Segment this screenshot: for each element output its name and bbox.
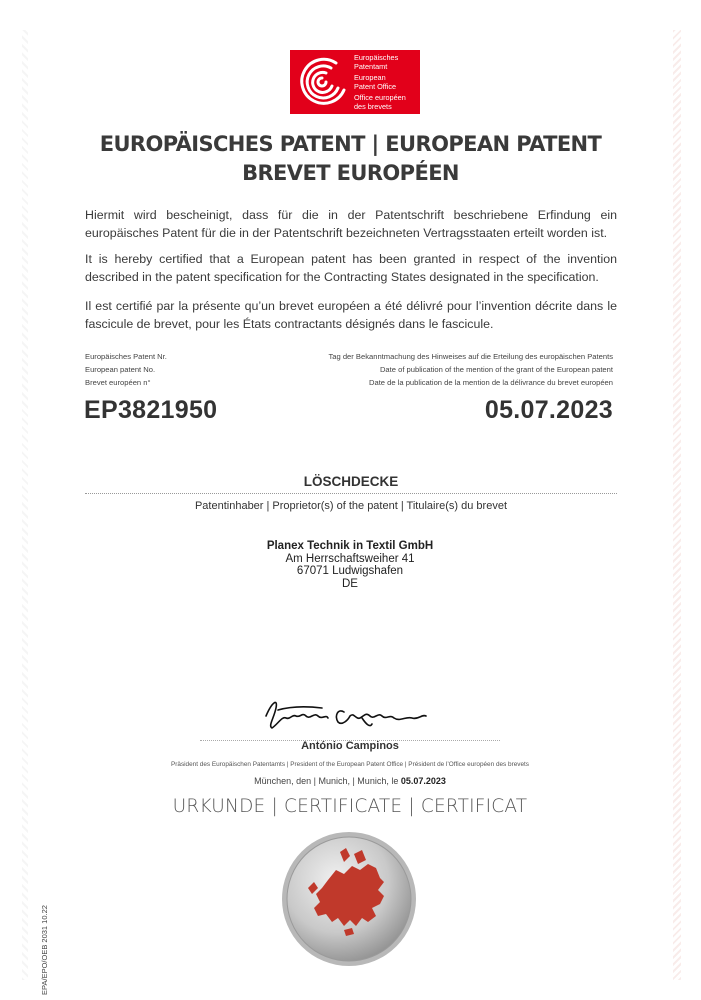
europe-map-seal [280,830,418,968]
label: Europäisches Patent Nr. [85,352,167,361]
publication-date-labels [328,350,613,389]
proprietor-country: DE [342,577,358,590]
label: European patent No. [85,365,156,374]
place-date: 05.07.2023 [400,776,446,786]
logo-line: Europäisches [354,53,399,62]
place-text: München, den | Munich, | Munich, le [254,776,399,786]
patent-number-labels [85,350,167,389]
publication-date: 05.07.2023 [484,396,613,424]
logo-line: Patent Office [354,82,397,91]
label: Brevet européen n° [85,378,151,387]
document-title-line1: EUROPÄISCHES PATENT | EUROPEAN PATENT [99,132,602,156]
dotted-divider [85,493,617,494]
epo-logo [290,50,420,114]
certification-text-en: It is hereby certified that a European patent has been granted in respect of the invention described in the patent specification for the Contracting States designated in the specification. [85,252,617,284]
certification-text-de: Hiermit wird bescheinigt, dass für die in der Patentschrift beschriebene Erfindung ein europäisches Patent für die in der Patentschrift bezeichneten Vertragsstaaten erteilt worden ist. [85,208,617,240]
certificate-heading: URKUNDE | CERTIFICATE | CERTIFICAT [172,796,528,817]
proprietor-street: Am Herrschaftsweiher 41 [285,552,415,565]
document-title-line2: BREVET EUROPÉEN [242,161,459,185]
form-code [40,905,54,995]
place-and-date [150,776,550,786]
logo-line: des brevets [354,102,392,111]
right-guilloche-border [673,30,681,980]
logo-line: Patentamt [354,62,388,71]
invention-title: LÖSCHDECKE [303,474,399,489]
logo-line: Office européen [354,93,406,102]
proprietor-name: Planex Technik in Textil GmbH [266,540,434,552]
proprietor-label: Patentinhaber | Proprietor(s) of the patent | Titulaire(s) du brevet [194,500,508,512]
epo-logo-text [354,53,406,111]
proprietor-address [240,540,460,590]
label: Date of publication of the mention of the grant of the European patent [379,365,613,374]
certification-text-fr: Il est certifié par la présente qu’un brevet européen a été délivré pour l’invention décrite dans le fascicule de brevet, pour les États contractants désignés dans le fascicule. [85,299,617,331]
label: Tag der Bekanntmachung des Hinweises auf die Erteilung des europäischen Patents [328,352,613,361]
signer-role: Präsident des Europäischen Patentamts | President of the European Patent Office | Président de l’Office européen des brevets [171,761,529,768]
logo-line: European [354,73,386,82]
label: Date de la publication de la mention de la délivrance du brevet européen [368,378,613,387]
signer-name: António Campinos [301,740,399,752]
left-guilloche-border [22,30,28,980]
epo-waves-icon [296,54,352,110]
form-code-text: EPA/EPO/OEB 2031 10.22 [40,905,49,995]
handwritten-signature [262,694,432,734]
proprietor-city: 67071 Ludwigshafen [296,565,404,577]
patent-number: EP3821950 [84,396,218,424]
